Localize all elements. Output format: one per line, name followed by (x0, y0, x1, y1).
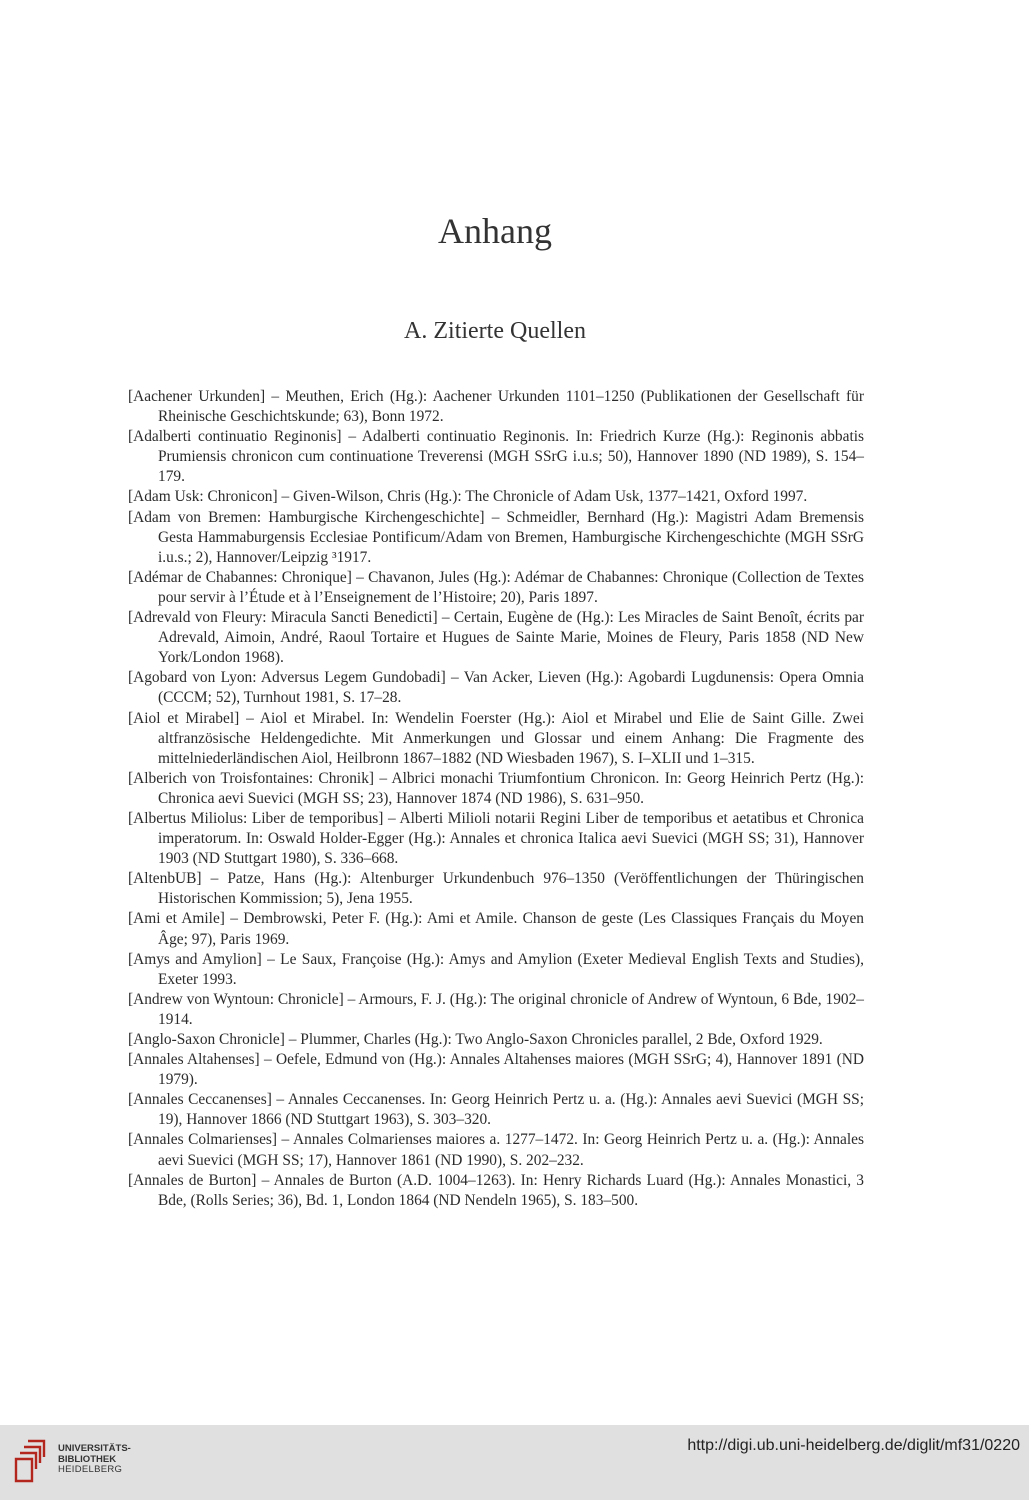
source-entry: [Adam Usk: Chronicon] – Given-Wilson, Chris (Hg.): The Chronicle of Adam Usk, 1377–1421, Oxford 1997. (128, 488, 808, 506)
library-name-line2: BIBLIOTHEK (58, 1453, 117, 1465)
source-entry: [Ami et Amile] – Dembrowski, Peter F. (Hg.): Ami et Amile. Chanson de geste (Les Classiques Français du Moyen Âge; 97), Paris 1969. (128, 910, 864, 948)
source-entry: [Agobard von Lyon: Adversus Legem Gundobadi] – Van Acker, Lieven (Hg.): Agobardi Lugdunensis: Opera Omnia (CCCM; 52), Turnhout 1981, S. 17–28. (128, 669, 864, 707)
library-logo-icon (12, 1437, 52, 1485)
source-entry: [Annales de Burton] – Annales de Burton (A.D. 1004–1263). In: Henry Richards Luard (Hg.): Annales Monastici, 3 Bde, (Rolls Series; 36), Bd. 1, London 1864 (ND Nendeln 1965), S. 183–500. (128, 1171, 864, 1209)
library-name (58, 1444, 131, 1476)
source-entry: [Aachener Urkunden] – Meuthen, Erich (Hg.): Aachener Urkunden 1101–1250 (Publikationen der Gesellschaft für Rheinische Geschichtskunde; 63), Bonn 1972. (128, 388, 864, 426)
source-entry: [AltenbUB] – Patze, Hans (Hg.): Altenburger Urkundenbuch 976–1350 (Veröffentlichungen der Thüringischen Historischen Kommission; 5), Jena 1955. (128, 870, 864, 908)
source-entry: [Amys and Amylion] – Le Saux, Françoise (Hg.): Amys and Amylion (Exeter Medieval English Texts and Studies), Exeter 1993. (128, 950, 864, 988)
library-name-line1: UNIVERSITÄTS- (58, 1443, 131, 1454)
chapter-title: Anhang (438, 211, 552, 251)
source-entry: [Annales Colmarienses] – Annales Colmarienses maiores a. 1277–1472. In: Georg Heinrich Pertz u. a. (Hg.): Annales aevi Suevici (MGH SS; 17), Hannover 1861 (ND 1990), S. 202–232. (128, 1131, 864, 1169)
library-name-line3: HEIDELBERG (58, 1464, 123, 1475)
source-list (128, 387, 864, 1211)
source-entry: [Alberich von Troisfontaines: Chronik] – Albrici monachi Triumfontium Chronicon. In: Georg Heinrich Pertz (Hg.): Chronica aevi Suevici (MGH SS; 23), Hannover 1874 (ND 1986), S. 631–950. (128, 769, 864, 807)
source-entry: [Andrew von Wyntoun: Chronicle] – Armours, F. J. (Hg.): The original chronicle of Andrew of Wyntoun, 6 Bde, 1902–1914. (128, 990, 864, 1028)
source-entry: [Annales Ceccanenses] – Annales Ceccanenses. In: Georg Heinrich Pertz u. a. (Hg.): Annales aevi Suevici (MGH SS; 19), Hannover 1866 (ND Stuttgart 1963), S. 303–320. (128, 1091, 864, 1129)
source-entry: [Adrevald von Fleury: Miracula Sancti Benedicti] – Certain, Eugène de (Hg.): Les Miracles de Saint Benoît, écrits par Adrevald, Aimoin, André, Raoul Tortaire et Hugues de Sainte Marie, Moines de Fleury, Paris 1858 (ND New York/London 1968). (128, 609, 864, 667)
footer-bar (0, 1425, 1029, 1500)
source-entry: [Annales Altahenses] – Oefele, Edmund von (Hg.): Annales Altahenses maiores (MGH SSrG; 4), Hannover 1891 (ND 1979). (128, 1051, 864, 1089)
source-entry: [Adalberti continuatio Reginonis] – Adalberti continuatio Reginonis. In: Friedrich Kurze (Hg.): Reginonis abbatis Prumiensis chronicon cum continuatione Treverensi (MGH SSrG i.u.s; 50), Hannover 1890 (ND 1989), S. 154–179. (128, 428, 864, 486)
source-entry: [Adam von Bremen: Hamburgische Kirchengeschichte] – Schmeidler, Bernhard (Hg.): Magistri Adam Bremensis Gesta Hammaburgensis Ecclesiae Pontificum/Adam von Bremen, Hamburgische Kirchengeschichte (MGH SSrG i.u.s.; 2), Hannover/Leipzig ³1917. (128, 508, 864, 566)
source-entry: [Albertus Miliolus: Liber de temporibus] – Alberti Milioli notarii Regini Liber de temporibus et aetatibus et Chronica imperatorum. In: Oswald Holder-Egger (Hg.): Annales et chronica Italica aevi Suevici (MGH SS; 31), Hannover 1903 (ND Stuttgart 1980), S. 336–668. (128, 809, 864, 868)
source-entry: [Anglo-Saxon Chronicle] – Plummer, Charles (Hg.): Two Anglo-Saxon Chronicles parallel, 2 Bde, Oxford 1929. (128, 1031, 823, 1048)
section-title: A. Zitierte Quellen (404, 318, 586, 344)
source-url-link[interactable]: http://digi.ub.uni-heidelberg.de/diglit/mf31/0220 (687, 1437, 1020, 1454)
source-entry: [Adémar de Chabannes: Chronique] – Chavanon, Jules (Hg.): Adémar de Chabannes: Chronique (Collection de Textes pour servir à l’Étude et à l’Enseignement de l’Histoire; 20), Paris 1897. (128, 568, 864, 606)
source-entry: [Aiol et Mirabel] – Aiol et Mirabel. In: Wendelin Foerster (Hg.): Aiol et Mirabel und Elie de Saint Gille. Zwei altfranzösische Heldengedichte. Mit Anmerkungen und Glossar und einem Anhang: Die Fragmente des mittelniederländischen Aiol, Heilbronn 1867–1882 (ND Wiesbaden 1967), S. I–XLII und 1–315. (128, 709, 864, 767)
